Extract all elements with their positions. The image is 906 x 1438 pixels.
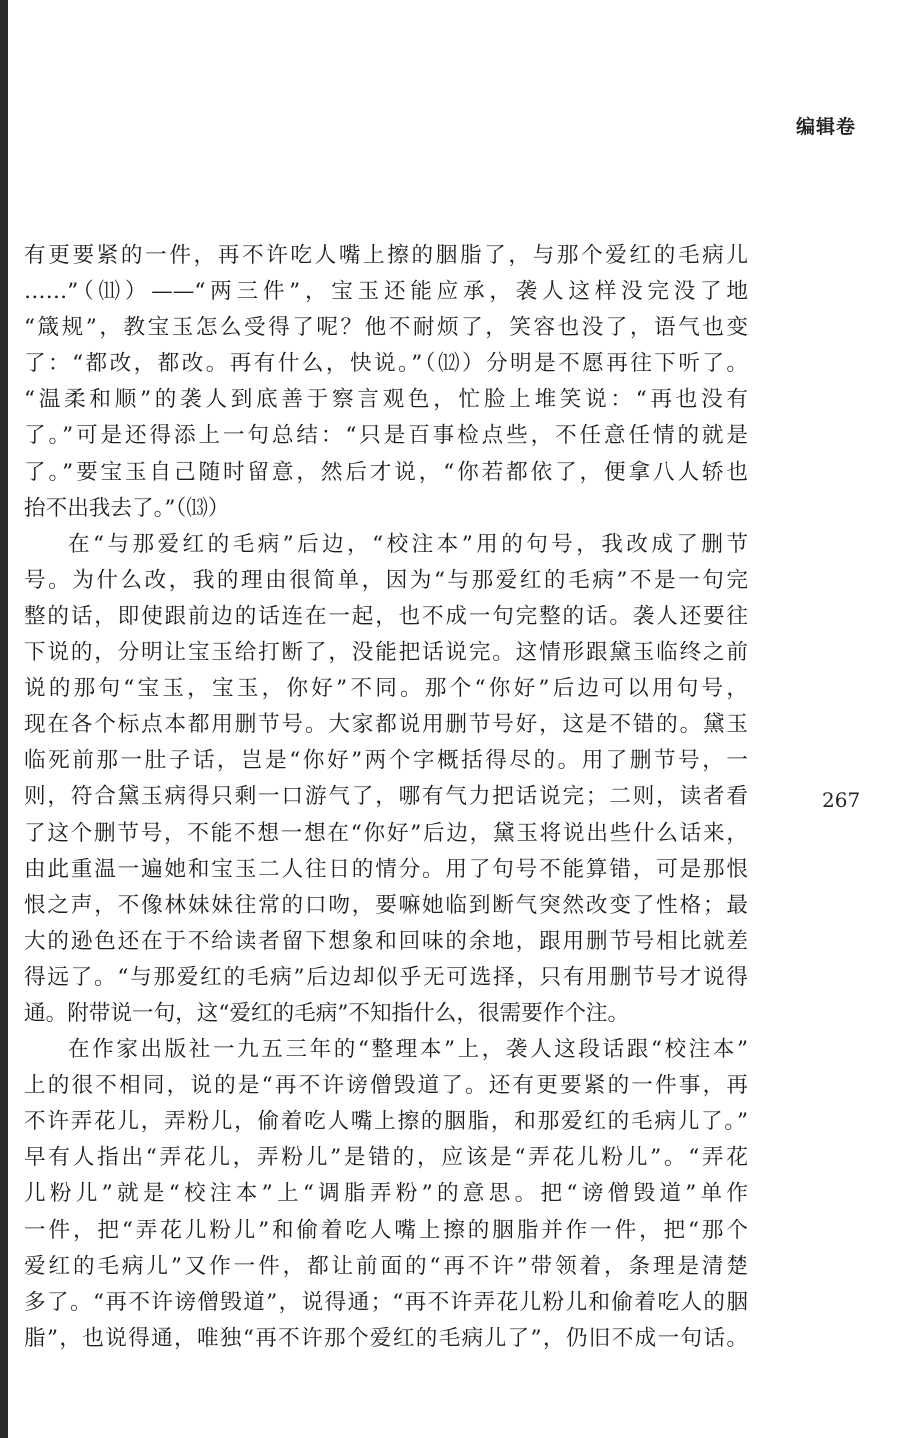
text-line: 恨之声，不像林妹妹往常的口吻，要嘛她临到断气突然改变了性格；最	[24, 892, 748, 918]
text-line: 号。为什么改，我的理由很简单，因为“与那爱红的毛病”不是一句完	[24, 567, 748, 593]
text-line: 脂”，也说得通，唯独“再不许那个爱红的毛病儿了”，仍旧不成一句话。	[24, 1325, 748, 1351]
page-edge-shadow	[0, 0, 8, 1438]
text-line: 抬不出我去了。”（⒀）	[24, 495, 230, 521]
text-line: “箴规”，教宝玉怎么受得了呢？他不耐烦了，笑容也没了，语气也变	[24, 315, 748, 341]
text-line: 多了。“再不许谤僧毁道”，说得通；“再不许弄花儿粉儿和偷着吃人的胭	[24, 1289, 748, 1315]
text-line: 了这个删节号，不能不想一想在“你好”后边，黛玉将说出些什么话来，	[24, 820, 748, 846]
text-line: 爱红的毛病儿”又作一件，都让前面的“再不许”带领着，条理是清楚	[24, 1253, 748, 1279]
text-line: 早有人指出“弄花儿，弄粉儿”是错的，应该是“弄花儿粉儿”。“弄花	[24, 1145, 748, 1171]
text-line: 得远了。“与那爱红的毛病”后边却似乎无可选择，只有用删节号才说得	[24, 964, 748, 990]
page-number: 267	[822, 788, 861, 812]
text-line: 下说的，分明让宝玉给打断了，没能把话说完。这情形跟黛玉临终之前	[24, 640, 748, 666]
text-line: 说的那句“宝玉，宝玉，你好”不同。那个“你好”后边可以用句号，	[24, 676, 748, 702]
text-line: 则，符合黛玉病得只剩一口游气了，哪有气力把话说完；二则，读者看	[24, 784, 748, 810]
section-header: 编辑卷	[796, 116, 857, 138]
text-line: 整的话，即使跟前边的话连在一起，也不成一句完整的话。袭人还要往	[24, 603, 748, 629]
paragraph	[24, 1032, 748, 1357]
text-line: “温柔和顺”的袭人到底善于察言观色，忙脸上堆笑说：“再也没有	[24, 387, 748, 413]
text-line: 临死前那一肚子话，岂是“你好”两个字概括得尽的。用了删节号，一	[24, 748, 748, 774]
text-line: 通。附带说一句，这“爱红的毛病”不知指什么，很需要作个注。	[24, 1000, 630, 1026]
text-line: 儿粉儿”就是“校注本”上“调脂弄粉”的意思。把“谤僧毁道”单作	[24, 1181, 748, 1207]
paragraph	[24, 238, 748, 527]
paragraph	[24, 527, 748, 1032]
text-line: 上的很不相同，说的是“再不许谤僧毁道了。还有更要紧的一件事，再	[24, 1073, 748, 1099]
text-line: 不许弄花儿，弄粉儿，偷着吃人嘴上擦的胭脂，和那爱红的毛病儿了。”	[24, 1109, 748, 1135]
text-line: ……”（⑾）——“两三件”，宝玉还能应承，袭人这样没完没了地	[24, 279, 748, 305]
text-line: 有更要紧的一件，再不许吃人嘴上擦的胭脂了，与那个爱红的毛病儿	[24, 243, 748, 268]
body-text	[24, 238, 748, 1357]
text-line: 在“与那爱红的毛病”后边，“校注本”用的句号，我改成了删节	[68, 531, 748, 557]
text-line: 在作家出版社一九五三年的“整理本”上，袭人这段话跟“校注本”	[68, 1037, 748, 1063]
text-line: 一件，把“弄花儿粉儿”和偷着吃人嘴上擦的胭脂并作一件，把“那个	[24, 1217, 748, 1243]
text-line: 由此重温一遍她和宝玉二人往日的情分。用了句号不能算错，可是那恨	[24, 856, 748, 882]
text-line: 大的逊色还在于不给读者留下想象和回味的余地，跟用删节号相比就差	[24, 928, 748, 954]
text-line: 了。”可是还得添上一句总结：“只是百事检点些，不任意任情的就是	[24, 423, 748, 449]
text-line: 了。”要宝玉自己随时留意，然后才说，“你若都依了，便拿八人轿也	[24, 459, 748, 485]
text-line: 现在各个标点本都用删节号。大家都说用删节号好，这是不错的。黛玉	[24, 712, 748, 738]
text-line: 了：“都改，都改。再有什么，快说。”（⑿）分明是不愿再往下听了。	[24, 351, 748, 377]
